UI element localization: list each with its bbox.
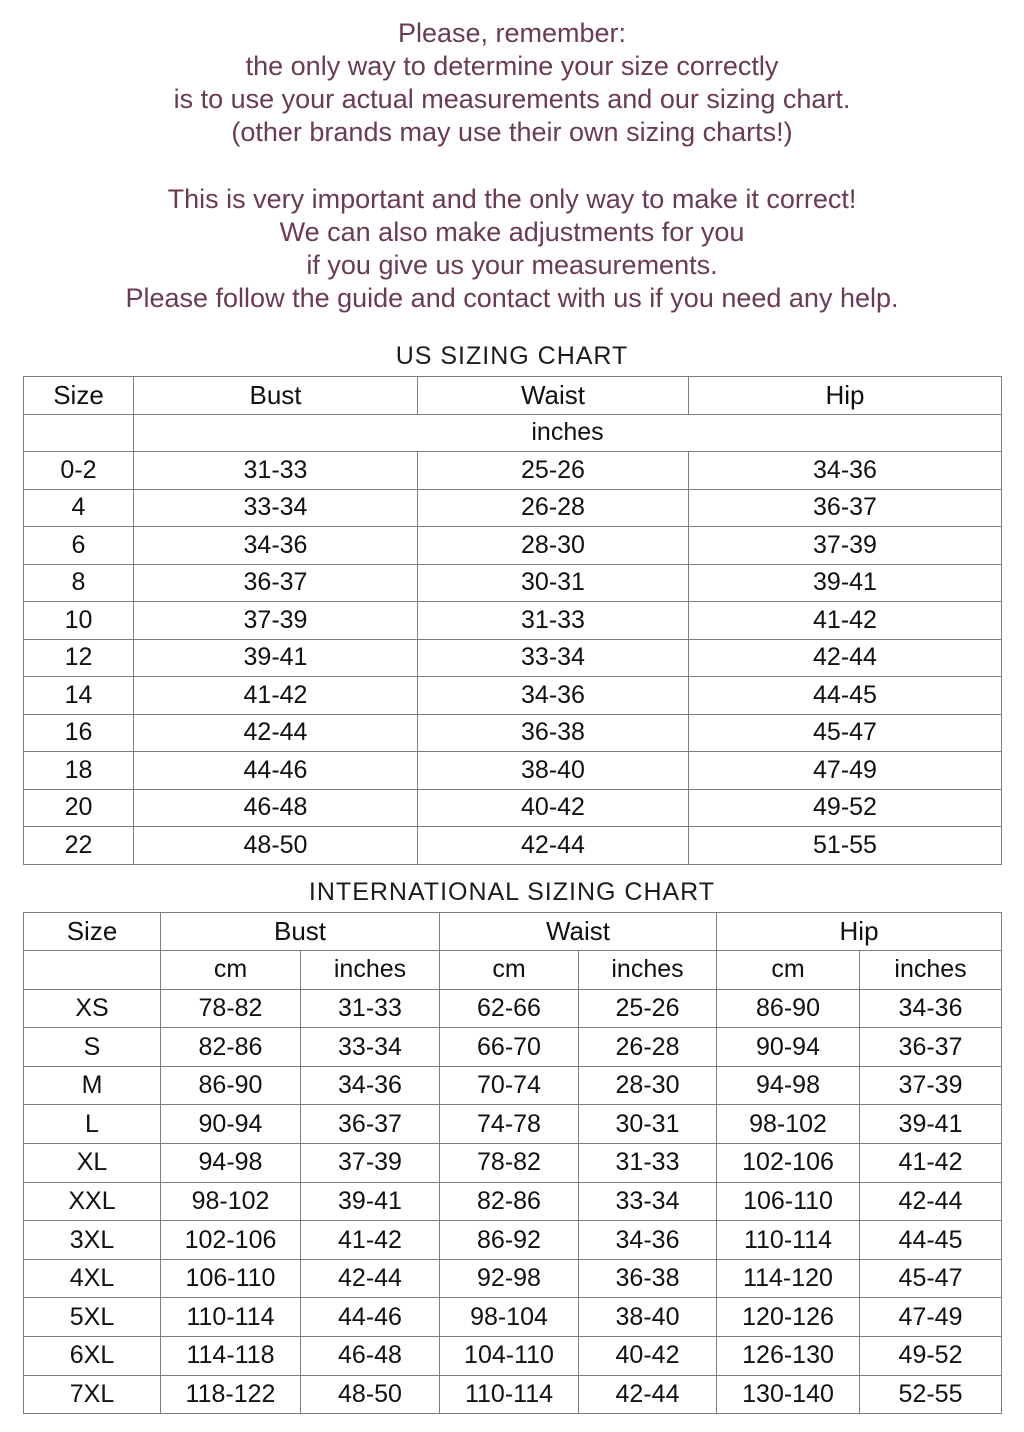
intl-value-cell: 82-86 xyxy=(440,1182,579,1221)
us-size-cell: 6 xyxy=(24,527,134,565)
intl-value-cell: 34-36 xyxy=(301,1066,440,1105)
us-value-cell: 42-44 xyxy=(689,639,1002,677)
intro-line: Please follow the guide and contact with us if you need any help. xyxy=(125,283,899,313)
us-table-row xyxy=(24,527,1002,565)
us-table-row xyxy=(24,789,1002,827)
intl-size-cell: L xyxy=(24,1105,161,1144)
intro-line: the only way to determine your size correctly xyxy=(245,51,779,81)
us-unit-row xyxy=(24,414,1002,452)
us-value-cell: 39-41 xyxy=(134,639,418,677)
intro-line: (other brands may use their own sizing charts!) xyxy=(231,117,793,147)
intro-line: We can also make adjustments for you xyxy=(279,217,745,247)
us-table-row xyxy=(24,827,1002,865)
intl-subheader-empty-cell xyxy=(24,951,161,990)
us-header-row xyxy=(24,377,1002,415)
intl-value-cell: 47-49 xyxy=(860,1298,1002,1337)
intl-value-cell: 39-41 xyxy=(301,1182,440,1221)
us-value-cell: 49-52 xyxy=(689,789,1002,827)
us-table-row xyxy=(24,639,1002,677)
us-size-cell: 8 xyxy=(24,564,134,602)
intl-value-cell: 102-106 xyxy=(717,1144,860,1183)
us-value-cell: 30-31 xyxy=(418,564,689,602)
intl-size-cell: M xyxy=(24,1066,161,1105)
intro-paragraph-2 xyxy=(0,183,1024,315)
intro-line: Please, remember: xyxy=(397,18,627,48)
intl-size-cell: 3XL xyxy=(24,1221,161,1260)
intl-subheader-cm: cm xyxy=(717,951,860,990)
intl-value-cell: 66-70 xyxy=(440,1028,579,1067)
us-unit-label: inches xyxy=(134,414,1002,452)
intl-value-cell: 44-45 xyxy=(860,1221,1002,1260)
us-value-cell: 28-30 xyxy=(418,527,689,565)
intl-column-header-size: Size xyxy=(24,912,161,951)
intl-value-cell: 106-110 xyxy=(717,1182,860,1221)
intl-subheader-cm: cm xyxy=(440,951,579,990)
intl-value-cell: 36-37 xyxy=(860,1028,1002,1067)
us-value-cell: 41-42 xyxy=(134,677,418,715)
intl-value-cell: 78-82 xyxy=(440,1144,579,1183)
intl-subheader-inches: inches xyxy=(301,951,440,990)
intl-size-cell: XS xyxy=(24,989,161,1028)
intl-value-cell: 90-94 xyxy=(161,1105,301,1144)
intl-value-cell: 33-34 xyxy=(301,1028,440,1067)
intl-size-cell: S xyxy=(24,1028,161,1067)
intl-value-cell: 34-36 xyxy=(860,989,1002,1028)
intl-value-cell: 37-39 xyxy=(301,1144,440,1183)
us-table-row xyxy=(24,677,1002,715)
intl-value-cell: 78-82 xyxy=(161,989,301,1028)
intl-value-cell: 40-42 xyxy=(579,1337,717,1376)
intl-size-cell: XL xyxy=(24,1144,161,1183)
intl-table-row xyxy=(24,1337,1002,1376)
us-size-cell: 0-2 xyxy=(24,452,134,490)
intl-value-cell: 82-86 xyxy=(161,1028,301,1067)
intl-table-row xyxy=(24,1221,1002,1260)
intl-value-cell: 102-106 xyxy=(161,1221,301,1260)
intro-text xyxy=(0,17,1024,315)
intl-subheader-inches: inches xyxy=(860,951,1002,990)
us-column-header-waist: Waist xyxy=(418,377,689,415)
intl-value-cell: 30-31 xyxy=(579,1105,717,1144)
intl-value-cell: 39-41 xyxy=(860,1105,1002,1144)
us-size-cell: 12 xyxy=(24,639,134,677)
intl-sizing-table xyxy=(23,912,1002,1415)
intl-header-row xyxy=(24,912,1002,951)
us-table-row xyxy=(24,714,1002,752)
us-column-header-size: Size xyxy=(24,377,134,415)
intl-value-cell: 110-114 xyxy=(440,1375,579,1414)
intl-size-cell: XXL xyxy=(24,1182,161,1221)
intl-value-cell: 36-38 xyxy=(579,1259,717,1298)
intl-value-cell: 37-39 xyxy=(860,1066,1002,1105)
intl-value-cell: 118-122 xyxy=(161,1375,301,1414)
intl-value-cell: 49-52 xyxy=(860,1337,1002,1376)
us-value-cell: 36-37 xyxy=(134,564,418,602)
intl-value-cell: 42-44 xyxy=(301,1259,440,1298)
us-value-cell: 36-38 xyxy=(418,714,689,752)
intl-subheader-inches: inches xyxy=(579,951,717,990)
intl-value-cell: 44-46 xyxy=(301,1298,440,1337)
intl-column-header-hip: Hip xyxy=(717,912,1002,951)
us-sizing-table xyxy=(23,376,1002,865)
intl-value-cell: 106-110 xyxy=(161,1259,301,1298)
intro-line: This is very important and the only way to make it correct! xyxy=(167,184,857,214)
us-value-cell: 33-34 xyxy=(134,489,418,527)
intl-value-cell: 90-94 xyxy=(717,1028,860,1067)
us-value-cell: 38-40 xyxy=(418,752,689,790)
intl-value-cell: 126-130 xyxy=(717,1337,860,1376)
intl-value-cell: 62-66 xyxy=(440,989,579,1028)
us-value-cell: 47-49 xyxy=(689,752,1002,790)
us-table-row xyxy=(24,752,1002,790)
intl-value-cell: 94-98 xyxy=(161,1144,301,1183)
intl-value-cell: 33-34 xyxy=(579,1182,717,1221)
intl-size-cell: 4XL xyxy=(24,1259,161,1298)
intl-value-cell: 48-50 xyxy=(301,1375,440,1414)
intl-value-cell: 110-114 xyxy=(717,1221,860,1260)
intl-value-cell: 86-92 xyxy=(440,1221,579,1260)
intl-value-cell: 104-110 xyxy=(440,1337,579,1376)
us-value-cell: 34-36 xyxy=(134,527,418,565)
intl-value-cell: 98-104 xyxy=(440,1298,579,1337)
intl-chart-title: INTERNATIONAL SIZING CHART xyxy=(308,877,716,906)
intl-table-row xyxy=(24,1028,1002,1067)
us-size-cell: 18 xyxy=(24,752,134,790)
intl-value-cell: 36-37 xyxy=(301,1105,440,1144)
intl-value-cell: 31-33 xyxy=(301,989,440,1028)
intl-table-row xyxy=(24,1144,1002,1183)
intl-value-cell: 70-74 xyxy=(440,1066,579,1105)
intl-subheader-cm: cm xyxy=(161,951,301,990)
intl-value-cell: 120-126 xyxy=(717,1298,860,1337)
intro-line: is to use your actual measurements and our sizing chart. xyxy=(173,84,851,114)
us-value-cell: 42-44 xyxy=(418,827,689,865)
us-value-cell: 36-37 xyxy=(689,489,1002,527)
intl-value-cell: 34-36 xyxy=(579,1221,717,1260)
intl-value-cell: 42-44 xyxy=(579,1375,717,1414)
intl-value-cell: 26-28 xyxy=(579,1028,717,1067)
intl-value-cell: 45-47 xyxy=(860,1259,1002,1298)
us-value-cell: 42-44 xyxy=(134,714,418,752)
us-size-cell: 14 xyxy=(24,677,134,715)
intl-size-cell: 7XL xyxy=(24,1375,161,1414)
us-chart-title: US SIZING CHART xyxy=(395,342,629,370)
intl-value-cell: 28-30 xyxy=(579,1066,717,1105)
us-column-header-bust: Bust xyxy=(134,377,418,415)
intl-column-header-waist: Waist xyxy=(440,912,717,951)
intl-table-row xyxy=(24,1066,1002,1105)
intl-column-header-bust: Bust xyxy=(161,912,440,951)
intl-value-cell: 86-90 xyxy=(717,989,860,1028)
us-column-header-hip: Hip xyxy=(689,377,1002,415)
intro-paragraph-1 xyxy=(0,17,1024,149)
us-value-cell: 33-34 xyxy=(418,639,689,677)
us-table-row xyxy=(24,489,1002,527)
us-size-cell: 20 xyxy=(24,789,134,827)
us-value-cell: 48-50 xyxy=(134,827,418,865)
intl-table-row xyxy=(24,1375,1002,1414)
intl-value-cell: 46-48 xyxy=(301,1337,440,1376)
us-value-cell: 34-36 xyxy=(418,677,689,715)
intl-value-cell: 31-33 xyxy=(579,1144,717,1183)
us-size-cell: 16 xyxy=(24,714,134,752)
intl-value-cell: 110-114 xyxy=(161,1298,301,1337)
intl-table-row xyxy=(24,1298,1002,1337)
us-value-cell: 25-26 xyxy=(418,452,689,490)
intl-table-row xyxy=(24,1182,1002,1221)
intl-size-cell: 5XL xyxy=(24,1298,161,1337)
intl-value-cell: 38-40 xyxy=(579,1298,717,1337)
intl-table-row xyxy=(24,989,1002,1028)
us-value-cell: 31-33 xyxy=(134,452,418,490)
intl-subheader-row xyxy=(24,951,1002,990)
intl-value-cell: 41-42 xyxy=(860,1144,1002,1183)
us-table-row xyxy=(24,452,1002,490)
intro-line: if you give us your measurements. xyxy=(306,250,718,280)
us-table-row xyxy=(24,564,1002,602)
us-value-cell: 51-55 xyxy=(689,827,1002,865)
us-size-cell: 4 xyxy=(24,489,134,527)
intl-value-cell: 114-118 xyxy=(161,1337,301,1376)
intl-value-cell: 114-120 xyxy=(717,1259,860,1298)
intl-value-cell: 86-90 xyxy=(161,1066,301,1105)
intl-value-cell: 94-98 xyxy=(717,1066,860,1105)
us-size-cell: 22 xyxy=(24,827,134,865)
us-value-cell: 45-47 xyxy=(689,714,1002,752)
us-value-cell: 46-48 xyxy=(134,789,418,827)
intl-value-cell: 92-98 xyxy=(440,1259,579,1298)
us-size-cell: 10 xyxy=(24,602,134,640)
intl-value-cell: 52-55 xyxy=(860,1375,1002,1414)
intl-size-cell: 6XL xyxy=(24,1337,161,1376)
intl-value-cell: 41-42 xyxy=(301,1221,440,1260)
intl-value-cell: 130-140 xyxy=(717,1375,860,1414)
us-value-cell: 40-42 xyxy=(418,789,689,827)
us-value-cell: 44-46 xyxy=(134,752,418,790)
us-value-cell: 31-33 xyxy=(418,602,689,640)
intl-table-row xyxy=(24,1105,1002,1144)
us-unit-empty-cell xyxy=(24,414,134,452)
us-value-cell: 26-28 xyxy=(418,489,689,527)
us-value-cell: 37-39 xyxy=(689,527,1002,565)
us-value-cell: 37-39 xyxy=(134,602,418,640)
us-value-cell: 34-36 xyxy=(689,452,1002,490)
intl-table-row xyxy=(24,1259,1002,1298)
intl-value-cell: 98-102 xyxy=(717,1105,860,1144)
us-value-cell: 39-41 xyxy=(689,564,1002,602)
intl-value-cell: 25-26 xyxy=(579,989,717,1028)
us-table-row xyxy=(24,602,1002,640)
us-value-cell: 41-42 xyxy=(689,602,1002,640)
intl-value-cell: 74-78 xyxy=(440,1105,579,1144)
intl-value-cell: 42-44 xyxy=(860,1182,1002,1221)
us-value-cell: 44-45 xyxy=(689,677,1002,715)
intl-value-cell: 98-102 xyxy=(161,1182,301,1221)
